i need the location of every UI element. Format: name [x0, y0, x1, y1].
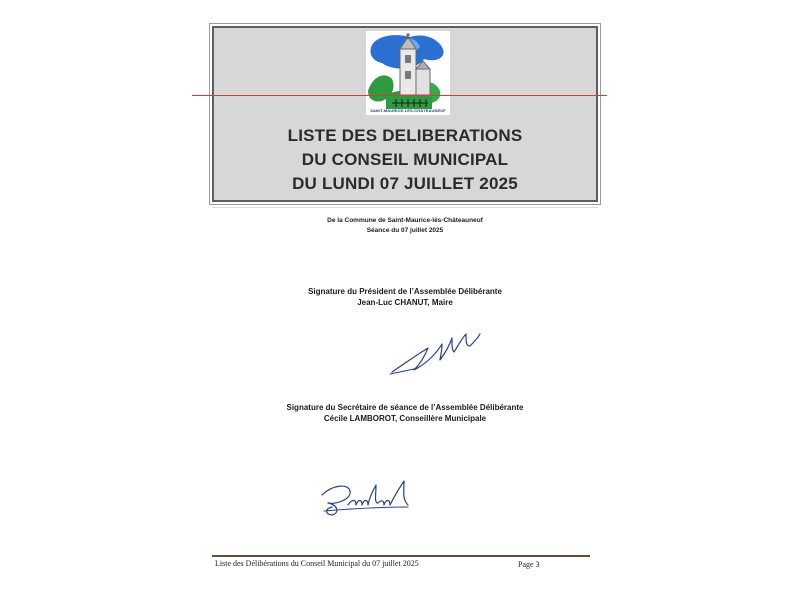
page-number: Page 3	[518, 560, 540, 569]
commune-name: De la Commune de Saint-Maurice-lès-Châteauneuf	[327, 217, 483, 224]
secretary-signature-role: Signature du Secrétaire de séance de l’Assemblée Délibérante	[286, 403, 524, 412]
footer-title: Liste des Délibérations du Conseil Municipal du 07 juillet 2025	[215, 559, 419, 568]
header-divider	[212, 207, 598, 208]
scan-red-line	[192, 95, 607, 96]
secretary-handwritten-signature	[318, 475, 410, 519]
title-line-3: DU LUNDI 07 JUILLET 2025	[292, 174, 518, 193]
logo-caption: SAINT-MAURICE-LÈS-CHÂTEAUNEUF	[370, 108, 446, 113]
title-line-2: DU CONSEIL MUNICIPAL	[301, 150, 509, 169]
secretary-name: Cécile LAMBOROT, Conseillère Municipale	[323, 414, 487, 423]
president-name: Jean-Luc CHANUT, Maire	[357, 298, 453, 307]
secretary-signature-block	[255, 402, 555, 424]
president-handwritten-signature	[384, 320, 484, 380]
president-signature-role: Signature du Président de l’Assemblée Délibérante	[308, 287, 502, 296]
session-date: Séance du 07 juillet 2025	[366, 227, 444, 234]
commune-info	[300, 216, 510, 236]
title-line-1: LISTE DES DELIBERATIONS	[287, 126, 523, 145]
president-signature-block	[255, 286, 555, 308]
footer-divider	[212, 555, 590, 557]
document-title	[214, 124, 596, 196]
church-tower-logo-icon	[366, 31, 450, 115]
